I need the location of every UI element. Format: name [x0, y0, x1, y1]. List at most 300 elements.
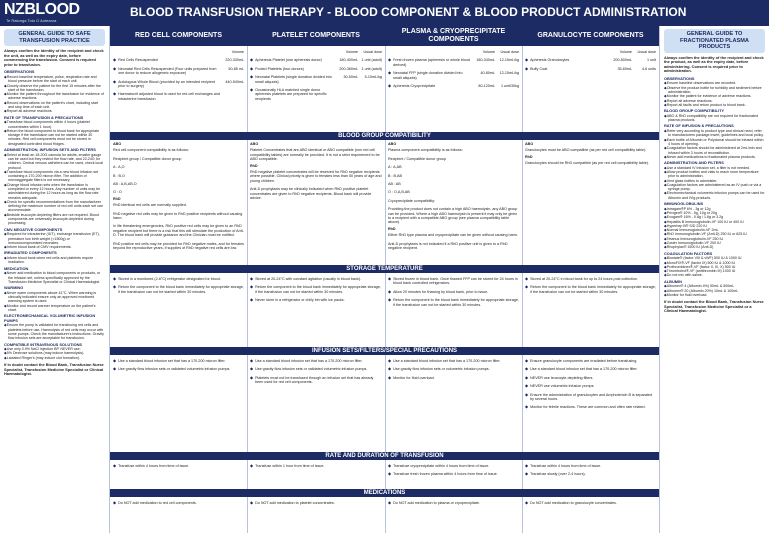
info-text: RhD negative red cells may be given to RhD positive recipients without causing harm.	[113, 211, 243, 221]
bullet-item: ◆ Use only 0.9% NaCl injection BP. NEVER use:	[0, 347, 109, 351]
component-row	[388, 56, 519, 69]
info-text: RhD identical red cells are normally supplied.	[113, 203, 187, 208]
info-text: In life threatening emergencies, RhD positive red cells may be given to an RhD negative recipient but there is a risk that this will stimulate the production of Anti-D. The blood bank will provide guidance and the Clinician must be notified.	[113, 224, 244, 238]
bullet-item: ◆ Normal Immunoglobulin-VF 2mL	[660, 228, 769, 232]
info-row	[388, 163, 519, 171]
info-row	[388, 188, 519, 196]
bullet-item: ◆ Intragam®P 6% - 3g or 12g	[660, 207, 769, 211]
bullet-item: ◆ Tetanus Immunoglobulin-VF 250 IU	[660, 237, 769, 241]
bullet-item: ◆ Evogam® 16% - 0.8g / 1.6g or 3.2g	[660, 215, 769, 219]
bullet-item: ◆ Albumex® 20 (Albumin 20%) 10mL & 100mL	[660, 289, 769, 293]
component-name: Buffy Coat	[530, 66, 548, 71]
info-row	[525, 146, 656, 154]
info-row	[388, 197, 519, 205]
drop-icon: ◆	[250, 57, 254, 63]
bullet-item: ◆ RhD Immunoglobulin-VF (Anti-D) 250 IU or 625 IU	[660, 232, 769, 236]
info-text: Either RhD type plasma and cryoprecipitate can be given without causing harm.	[388, 233, 518, 238]
info-text: Use a standard blood infusion set that has a 170-200 micron filter.	[255, 359, 363, 363]
bullet-icon: ◆	[525, 358, 529, 363]
info-row	[113, 462, 244, 470]
info-row	[113, 163, 244, 171]
left-footer: If in doubt contact the Blood Bank, Transfusion Nurse Specialist, Transfusion Medicine Specialist or Clinical Haematologist.	[4, 362, 104, 377]
info-text: Return the component to the blood bank immediately for appropriate storage, if the transfusion can not be started within 30 minutes.	[530, 285, 656, 294]
plasma-column-header: PLASMA & CRYOPRECIPITATE COMPONENTS	[385, 26, 522, 46]
info-row	[388, 288, 519, 296]
component-name: Autologous Whole Blood (provided by an intended recipient prior to surgery)	[118, 79, 216, 89]
info-row	[113, 146, 244, 154]
platelet-infusion	[247, 355, 385, 389]
left-sections	[0, 68, 109, 360]
volume-label: Volume	[619, 50, 632, 54]
component-name: Haematocrit adjusted blood is used for red cell exchanges and intrauterine transfusion	[118, 92, 220, 101]
info-row	[113, 283, 244, 296]
info-row	[113, 201, 244, 209]
info-text: Use a standard blood infusion set that has a 170-200 micron filter.	[393, 359, 501, 363]
dose-label: Usual dose	[637, 50, 656, 54]
component-dose: 12-15mL/kg	[499, 58, 519, 63]
plasma-medication: ◆ Do NOT add medication to plasma or cryoprecipitate.	[388, 500, 480, 505]
component-dose: 1 unit/30kg	[500, 84, 519, 89]
bullet-item: ◆ Privigen® 10% - 5g, 10g or 20g	[660, 211, 769, 215]
sub-heading: ABO	[388, 142, 397, 146]
plasma-storage	[385, 273, 522, 311]
bullet-item: ◆ Record baseline temperature, pulse, respiration rate and blood pressure before the start of each unit.	[0, 75, 109, 84]
info-row	[113, 210, 244, 223]
platelet-storage	[247, 273, 385, 307]
component-name: Apheresis Platelet (one apheresis donor)	[255, 58, 322, 63]
bullet-item: ◆ MonoFIX®-VF (factor IX) 500 IU & 1000 IU	[660, 261, 769, 265]
component-name: Neonatal FFP (single donation divided into small aliquots)	[393, 71, 463, 80]
info-text: Recipient group / Compatible donor group	[113, 156, 182, 161]
bullet-icon: ◆	[388, 358, 392, 363]
bullet-item: ◆ Observe the product bottle for turbidity and sediment before administration.	[660, 86, 769, 95]
component-volume: 50-85 mL	[228, 66, 244, 71]
bullet-icon: ◆	[388, 297, 392, 303]
info-text: Transfuse fresh frozen plasma within 4 hours from time of issue.	[393, 472, 498, 477]
info-text: Granulocytes must be ABO compatible (as per red cell compatibility table).	[525, 148, 647, 153]
rbc-compatibility	[110, 140, 247, 255]
info-text: Use a standard blood infusion set that has a 170-200 micron filter.	[530, 367, 638, 372]
component-row	[113, 78, 244, 91]
sub-heading: ABO	[525, 142, 534, 146]
bullet-icon: ◆	[525, 374, 529, 380]
info-row	[250, 275, 382, 283]
component-volume: 40-80mL	[480, 71, 495, 76]
info-text: NEVER use volumetric infusion pumps.	[530, 384, 595, 389]
info-row	[113, 240, 244, 253]
bullet-item: ◆ Closely observe the patient for the first 15 minutes after the start of the transfusion.	[0, 84, 109, 93]
bullet-item: ◆ Monitor and record warmer temperature on the patient's chart.	[0, 304, 109, 313]
component-dose: 4-6 units	[641, 66, 656, 71]
info-text: O : O,A,B,AB	[388, 190, 410, 195]
bullet-item: ◆ Never warm components above 41°C. When warming is clinically indicated ensure only an approved monitored warming system is used.	[0, 291, 109, 304]
section-heading: COMPATIBLE INTRAVENOUS SOLUTIONS	[4, 341, 83, 347]
info-row	[113, 180, 244, 188]
component-name: Apheresis Cryoprecipitate	[393, 84, 436, 89]
bullet-item: ◆ Bedside leucocyte-depleting filters are not required. Blood components are universally leucocyte-depleted during processing.	[0, 213, 109, 226]
drop-icon: ◆	[113, 57, 117, 63]
info-row	[250, 462, 382, 470]
right-sidebar	[659, 26, 769, 533]
component-row	[525, 65, 656, 73]
bullet-icon: ◆	[250, 297, 254, 303]
info-row	[525, 391, 656, 404]
info-row	[525, 159, 656, 167]
plasma-infusion	[385, 355, 522, 384]
volume-header	[113, 48, 244, 56]
section-heading: ADMINISTRATION, INFUSION SETS AND FILTERS	[4, 147, 96, 153]
info-row	[250, 283, 382, 296]
info-row	[250, 296, 382, 304]
info-text: Never store in a refrigerator or chilly bin with ice packs.	[255, 298, 345, 303]
info-row	[388, 365, 519, 373]
bullet-item: ◆ Coagulation factors should be administered at 2mL/min and infused within 3 hours of reconstitution.	[660, 146, 769, 155]
sub-heading: RhD	[525, 154, 533, 159]
bullet-item: ◆ Zoster Immunoglobulin-VF 200 IU	[660, 241, 769, 245]
bullet-icon: ◆	[388, 366, 392, 372]
bullet-item: ◆ Never add medications to fractionated plasma products.	[660, 155, 769, 159]
bullet-item: ◆ Do not mix with saline.	[660, 273, 769, 277]
info-row	[113, 188, 244, 196]
component-volume: 220-330mL	[225, 58, 244, 63]
info-text: Anti-D prophylaxis may be clinically indicated when RhD positive platelet concentrates are given to RhD negative recipients. Blood bank will provide advice.	[250, 187, 372, 201]
info-text: Allow 20 minutes for thawing by blood bank, prior to issue.	[393, 289, 489, 294]
bullet-item: ◆ Thrombotrol®-VF (antithrombin III) 1000 IU	[660, 269, 769, 273]
info-text: Stored at 20-24°C with constant agitation (usually in blood bank).	[255, 277, 362, 281]
volume-label: Volume	[345, 50, 358, 54]
right-sidebar-title: GENERAL GUIDE TO FRACTIONATED PLASMA PRODUCTS	[664, 29, 765, 53]
plasma-compatibility	[385, 140, 522, 255]
component-volume: 80-120mL	[478, 84, 495, 89]
bullet-item: ◆ 5% Dextrose solutions (may induce haemolysis).	[0, 351, 109, 355]
granulocyte-rate	[522, 460, 659, 481]
header-bar	[0, 0, 769, 26]
info-row	[113, 357, 244, 365]
rbc-rate	[110, 460, 247, 472]
logo-subtitle: Te Ratonga Toto O Aotearoa	[6, 18, 57, 23]
component-volume: 440-540mL	[225, 79, 244, 84]
bullet-item: ◆ Monitor the patient for evidence of adverse reactions.	[660, 94, 769, 98]
info-row	[388, 470, 519, 478]
info-text: O : O	[113, 190, 122, 195]
component-name: Occasionally HLA matched single donor apheresis platelets are prepared for specific recipients	[255, 88, 327, 101]
component-row	[250, 65, 382, 73]
bullet-item: ◆ Ensure baseline observations are recorded.	[660, 81, 769, 85]
volume-header	[525, 48, 656, 56]
bullet-icon: ◆	[388, 374, 392, 380]
info-text: AB : AB	[388, 182, 401, 187]
component-volume: 200-360mL	[339, 66, 358, 71]
granulocyte-column-header: GRANULOCYTE COMPONENTS	[522, 26, 659, 46]
bullet-item: ◆ Each bottle of Albumin or Polyclonal should be infused within 4 hours of opening.	[660, 138, 769, 147]
bullet-item: ◆ Albumex® 4 (Albumin 4%) 50mL & 500mL	[660, 284, 769, 288]
info-row	[388, 275, 519, 288]
band-medications: MEDICATIONS	[110, 489, 659, 497]
rbc-components	[110, 46, 247, 105]
info-row	[388, 296, 519, 309]
info-text: Ensure granulocyte components are irradiated before transfusing.	[530, 359, 638, 363]
section-heading: IRRADIATED COMPONENTS	[4, 250, 57, 256]
component-name: Apheresis Granulocytes	[530, 58, 570, 63]
nzblood-logo: NZBLOOD	[4, 1, 80, 18]
info-row	[388, 146, 519, 154]
bullet-item: ◆ Record observations on the patient's chart, including start and stop time of each unit.	[0, 101, 109, 110]
section-heading: BLOOD GROUP COMPATIBILITY	[664, 108, 725, 114]
section-heading: RATE OF INFUSION & PRECAUTIONS	[664, 123, 734, 129]
component-volume: 35-60mL	[617, 66, 632, 71]
sub-heading: RhD	[113, 196, 121, 201]
info-text: NEVER use leucocyte-depleting filters.	[530, 375, 594, 380]
bullet-item: ◆ Ensure the pump is validated for transfusing red cells and platelets before use. Haemolysis of red cells may occur with some pumps. Check the manufacturer's instructions. Gravity flow infusion sets are acceptable for transfusion.	[0, 323, 109, 340]
info-row	[113, 155, 244, 163]
drop-icon: ◆	[113, 78, 117, 84]
platelet-compatibility	[247, 140, 385, 204]
component-volume: 180-400mL	[339, 58, 358, 63]
platelet-column-header: PLATELET COMPONENTS	[247, 26, 385, 46]
drop-icon: ◆	[525, 57, 529, 63]
right-footer: If in doubt contact the Blood Bank, Transfusion Nurse Specialist, Transfusion Medicine Specialist or a Clinical Haematologist.	[664, 299, 764, 314]
volume-header	[250, 48, 382, 56]
bullet-icon: ◆	[525, 276, 529, 281]
bullet-item: ◆ Select at least an 18-20G cannula for adults, smaller gauge can be used but they restrict the flow rate, and 22-24G for children. Central venous catheters can be used, check local protocol.	[0, 153, 109, 170]
bullet-item: ◆ Never add medication to blood components or products, or the infusion set, unless specifically approved by the Transfusion Medicine Specialist or Clinical Haematologist.	[0, 271, 109, 284]
plasma-rate	[385, 460, 522, 481]
component-row	[113, 56, 244, 64]
info-text: Stored in a monitored (2-6°C) refrigerator designated for blood.	[118, 277, 221, 281]
component-dose: 12-15mL/kg	[499, 71, 519, 76]
info-row	[525, 374, 656, 382]
drop-icon: ◆	[525, 65, 529, 71]
bullet-item: ◆ Use a standard IV infusion set, a filter is not needed.	[660, 166, 769, 170]
bullet-item: ◆ Monitor for fluid overload.	[660, 293, 769, 297]
info-text: RhD positive red cells may be provided for RhD negative males, and for females beyond the reproductive years, if supplies of RhD negative red cells are low.	[113, 241, 244, 251]
bullet-icon: ◆	[113, 366, 117, 372]
volume-header	[388, 48, 519, 56]
info-row	[388, 172, 519, 180]
band-compatibility: BLOOD GROUP COMPATIBILITY	[110, 132, 659, 140]
info-row	[113, 222, 244, 239]
bullet-item: ◆ Prothrombinex®-VF (factor II, IX, X) 500 IU	[660, 265, 769, 269]
bullet-icon: ◆	[250, 284, 254, 290]
info-row	[113, 365, 244, 373]
bullet-icon: ◆	[250, 366, 254, 372]
component-name: Neonatal Red Cells Resuspended (Four units prepared from one donor to reduce allogeneic exposure)	[118, 66, 217, 76]
left-sidebar-title: GENERAL GUIDE TO SAFE TRANSFUSION PRACTICE	[4, 29, 105, 46]
granulocyte-medication: ◆ Do NOT add medication to granulocyte concentrates.	[525, 500, 617, 505]
bullet-icon: ◆	[525, 383, 529, 389]
info-text: Use a standard blood infusion set that has a 170-200 micron filter.	[118, 359, 226, 363]
info-text: Monitor for fluid overload.	[393, 375, 435, 380]
component-name: Neonatal Platelets (single donation divided into small aliquots)	[255, 75, 332, 84]
platelet-components	[247, 46, 385, 105]
info-text: Transfuse cryoprecipitate within 4 hours from time of issue.	[393, 464, 490, 468]
drop-icon: ◆	[388, 57, 392, 63]
info-text: Ensure the administration of granulocytes and Amphotericin B is separated by several hours.	[530, 392, 653, 402]
section-heading: MEDICATION	[4, 265, 29, 271]
drop-icon: ◆	[113, 65, 117, 71]
component-row	[250, 86, 382, 103]
drop-icon: ◆	[388, 83, 392, 89]
info-row	[525, 275, 656, 283]
component-row	[250, 56, 382, 64]
plasma-components	[385, 46, 522, 92]
band-rate: RATE AND DURATION OF TRANSFUSION	[110, 452, 659, 460]
info-text: Use gravity flow infusion sets or volumetric infusion pumps.	[393, 367, 490, 372]
bullet-icon: ◆	[388, 276, 392, 281]
bullet-item: ◆ Monitor the patient throughout the transfusion for evidence of adverse reactions.	[0, 92, 109, 101]
info-text: Cryoprecipitate compatibility:	[388, 198, 436, 203]
info-row	[525, 462, 656, 470]
rbc-medication: ◆ Do NOT add medication to red cell components.	[113, 500, 197, 505]
info-row	[525, 365, 656, 373]
bullet-icon: ◆	[525, 284, 529, 290]
component-dose: 1 unit (adult)	[361, 66, 382, 71]
bullet-item: ◆ Biostate® (factor VIII & vWF) 500 IU & 1000 IU	[660, 256, 769, 260]
bullet-icon: ◆	[250, 374, 254, 380]
bullet-icon: ◆	[388, 471, 392, 477]
info-text: B : B,AB	[388, 173, 402, 178]
bullet-item: ◆ Report all adverse reactions.	[660, 99, 769, 103]
info-row	[525, 403, 656, 411]
bullet-item: ◆ Allow product bottles and vials to reach room temperature prior to administration.	[660, 170, 769, 179]
info-text: Red cell component compatibility is as follows:	[113, 148, 189, 153]
info-text: Return the component to the blood bank immediately for appropriate storage, if the transfusion can not be started within 30 minutes.	[393, 298, 519, 307]
info-row	[250, 357, 382, 365]
page-title: BLOOD TRANSFUSION THERAPY - BLOOD COMPONENT & BLOOD PRODUCT ADMINISTRATION	[130, 5, 687, 19]
section-heading: ELECTROMECHANICAL VOLUMETRIC INFUSION PUMPS	[4, 313, 96, 323]
bullet-item: ◆ Hepatitis B Immunoglobulin-VF 100 IU or 400 IU	[660, 220, 769, 224]
section-heading: ALBUMIN	[664, 278, 682, 284]
info-row	[388, 357, 519, 365]
info-text: Platelet Concentrates that are ABO identical or ABO compatible (non red cell compatibility tables) are normally be provided. It is not a strict requirement to be ABO compatible.	[250, 148, 380, 162]
component-dose: 1 unit	[646, 58, 656, 63]
component-volume: 30-50mL	[343, 75, 358, 80]
info-row	[113, 275, 244, 283]
bullet-item: ◆ Hyperhep B® S/D 220 IU	[660, 224, 769, 228]
info-text: Transfuse within 4 hours from time of issue.	[118, 464, 190, 468]
section-heading: RATE OF TRANSFUSION & PRECAUTIONS	[4, 114, 84, 120]
section-heading: CMV-NEGATIVE COMPONENTS	[4, 226, 63, 232]
bullet-item: ◆ Transfuse blood components within 4 hours (platelet concentrates within 1 hour).	[0, 120, 109, 129]
bullet-item: ◆ Check for specific recommendations from the manufacturer defining the maximum number of red cell units each set can accommodate.	[0, 200, 109, 213]
dose-label: Usual dose	[500, 50, 519, 54]
bullet-icon: ◆	[388, 463, 392, 468]
info-text: A : A,O	[113, 165, 125, 170]
sub-heading: ABO	[250, 142, 259, 146]
info-row	[250, 185, 382, 202]
bullet-item: ◆ Rhophylac® 1500 IU (Anti-D)	[660, 245, 769, 249]
info-text: B : B,O	[113, 173, 125, 178]
info-row	[525, 470, 656, 478]
component-row	[113, 65, 244, 78]
bullet-item: ◆ Change blood infusion sets when the transfusion is completed or every 12 hours. Any number of units may be administered during the 12 hours as long as the flow rate remains adequate.	[0, 183, 109, 200]
section-heading: IMMUNOGLOBULINS	[664, 201, 704, 207]
info-text: Stored frozen in blood bank. Once thawed FFP can be stored for 24 hours in blood bank controlled refrigerators.	[393, 277, 518, 286]
section-heading: OBSERVATIONS	[4, 69, 35, 75]
bullet-icon: ◆	[525, 463, 529, 468]
section-heading: COAGULATION FACTORS	[664, 250, 713, 256]
bullet-item: ◆ Inform blood bank when red cells and platelets require irradiation.	[0, 256, 109, 265]
band-storage: STORAGE TEMPERATURE	[110, 265, 659, 273]
info-text: Use gravity flow infusion sets or validated volumetric infusion pumps.	[255, 367, 368, 372]
granulocyte-storage	[522, 273, 659, 298]
bullet-icon: ◆	[250, 463, 254, 468]
granulocyte-components	[522, 46, 659, 75]
sub-heading: RhD	[250, 163, 258, 168]
info-text: RhD negative platelet concentrates will be reserved for RhD negative recipients where possible. Clinical priority is given to females less than 50 years of age and young children.	[250, 170, 382, 183]
left-intro: Always confirm the identity of the recipient and check the unit, as well as the expiry date, before commencing the transfusion. Consent is required prior to transfusion.	[4, 48, 104, 67]
bullet-icon: ◆	[388, 288, 392, 294]
bullet-icon: ◆	[525, 366, 529, 372]
component-volume: 180-340mL	[476, 58, 495, 63]
bullet-item: ◆ Lactated Ringer's (may induce clot formation).	[0, 356, 109, 360]
info-row	[388, 155, 519, 163]
component-name: Fresh frozen plasma (apheresis or whole blood derived)	[393, 58, 470, 67]
bullet-icon: ◆	[113, 276, 117, 281]
info-text: Transfuse within 1 hour from time of issue.	[255, 464, 325, 468]
info-text: Recipient / Compatible donor group	[388, 156, 447, 161]
component-dose: 5-10mL/kg	[364, 75, 382, 80]
info-row	[250, 365, 382, 373]
bullet-item: ◆ Required for intrauterine (IUT), exchange transfusion (ET), premature low birth weight (<1500g) or immunocompromised neonates.	[0, 232, 109, 245]
info-text: Monitor for febrile reactions. These are common and often rate related.	[530, 405, 646, 410]
info-text: Transfuse within 4 hours from time of issue.	[530, 464, 602, 468]
bullet-item: ◆ Return the blood component to blood bank for appropriate storage if the transfusion can not be started within 30 minutes. Red cell components must not be stored in designated controlled blood fridges.	[0, 129, 109, 146]
section-heading: WARMING	[4, 285, 24, 291]
info-row	[388, 205, 519, 227]
drop-icon: ◆	[250, 74, 254, 80]
component-dose: 1 unit (adult)	[361, 58, 382, 63]
bullet-item: ◆ Electromechanical volumetric infusion pumps can be used for Albumin and IVIg products.	[660, 191, 769, 200]
volume-label: Volume	[231, 50, 244, 54]
drop-icon: ◆	[113, 91, 117, 97]
info-text: Return the component to the blood bank immediately for appropriate storage, if the transfusion can not be started within 30 minutes.	[255, 285, 381, 294]
info-text: Granulocytes should be RhD compatible (as per red cell compatibility table).	[525, 161, 649, 166]
bullet-item: ◆ Transfuse blood components via a new blood infusion set containing a 170-200 micron filter. The addition of microaggregate filters is not necessary.	[0, 170, 109, 183]
info-text: Providing the product does not contain a high ABO haemolysin, any ABO group can be provided. Where a high ABO haemolysin is present it may only be given to a recipient with a compatible ABO group (see plasma compatibility table above).	[388, 207, 518, 225]
info-row	[388, 180, 519, 188]
info-text: AB : A,B,AB,O	[113, 182, 137, 187]
rbc-column-header: RED CELL COMPONENTS	[110, 26, 247, 46]
dose-label: Usual dose	[363, 50, 382, 54]
band-infusion: INFUSION SETS/FILTERS/SPECIAL PRECAUTIONS	[110, 347, 659, 355]
sub-heading: RhD	[388, 226, 396, 231]
component-name: Red Cells Resuspended	[118, 58, 158, 63]
platelet-medication: ◆ Do NOT add medication to platelet concentrates.	[250, 500, 335, 505]
info-text: A : A,AB	[388, 165, 402, 170]
info-text: Stored at 20-24°C in blood bank for up to 24 hours post collection.	[530, 277, 638, 281]
bullet-item: ◆ Vent glass bottles to administer.	[660, 179, 769, 183]
bullet-item: ◆ ABO & RhD compatibility are not required for fractionated plasma products.	[660, 114, 769, 123]
drop-icon: ◆	[250, 87, 254, 93]
info-row	[113, 172, 244, 180]
component-row	[525, 56, 656, 64]
info-row	[388, 462, 519, 470]
info-row	[388, 374, 519, 382]
bullet-icon: ◆	[250, 358, 254, 363]
component-row	[388, 69, 519, 82]
bullet-item: ◆ Coagulation factors are administered as an IV push or via a syringe pump.	[660, 183, 769, 192]
bullet-item: ◆ Refer very according to product type and clinical need, refer to manufacturers package insert, guidelines and local policy.	[660, 129, 769, 138]
info-text: Platelets must not be transfused through an infusion set that has already been used for red cell components.	[255, 375, 374, 385]
info-text: Use gravity flow infusion sets or validated volumetric infusion pumps.	[118, 367, 231, 372]
bullet-icon: ◆	[525, 471, 529, 477]
info-text: Return the component to the blood bank immediately for appropriate storage, if the transfusion can not be started within 30 minutes.	[118, 285, 244, 294]
component-volume: 200-500mL	[613, 58, 632, 63]
rbc-infusion	[110, 355, 247, 376]
granulocyte-compatibility	[522, 140, 659, 170]
component-row	[388, 82, 519, 90]
